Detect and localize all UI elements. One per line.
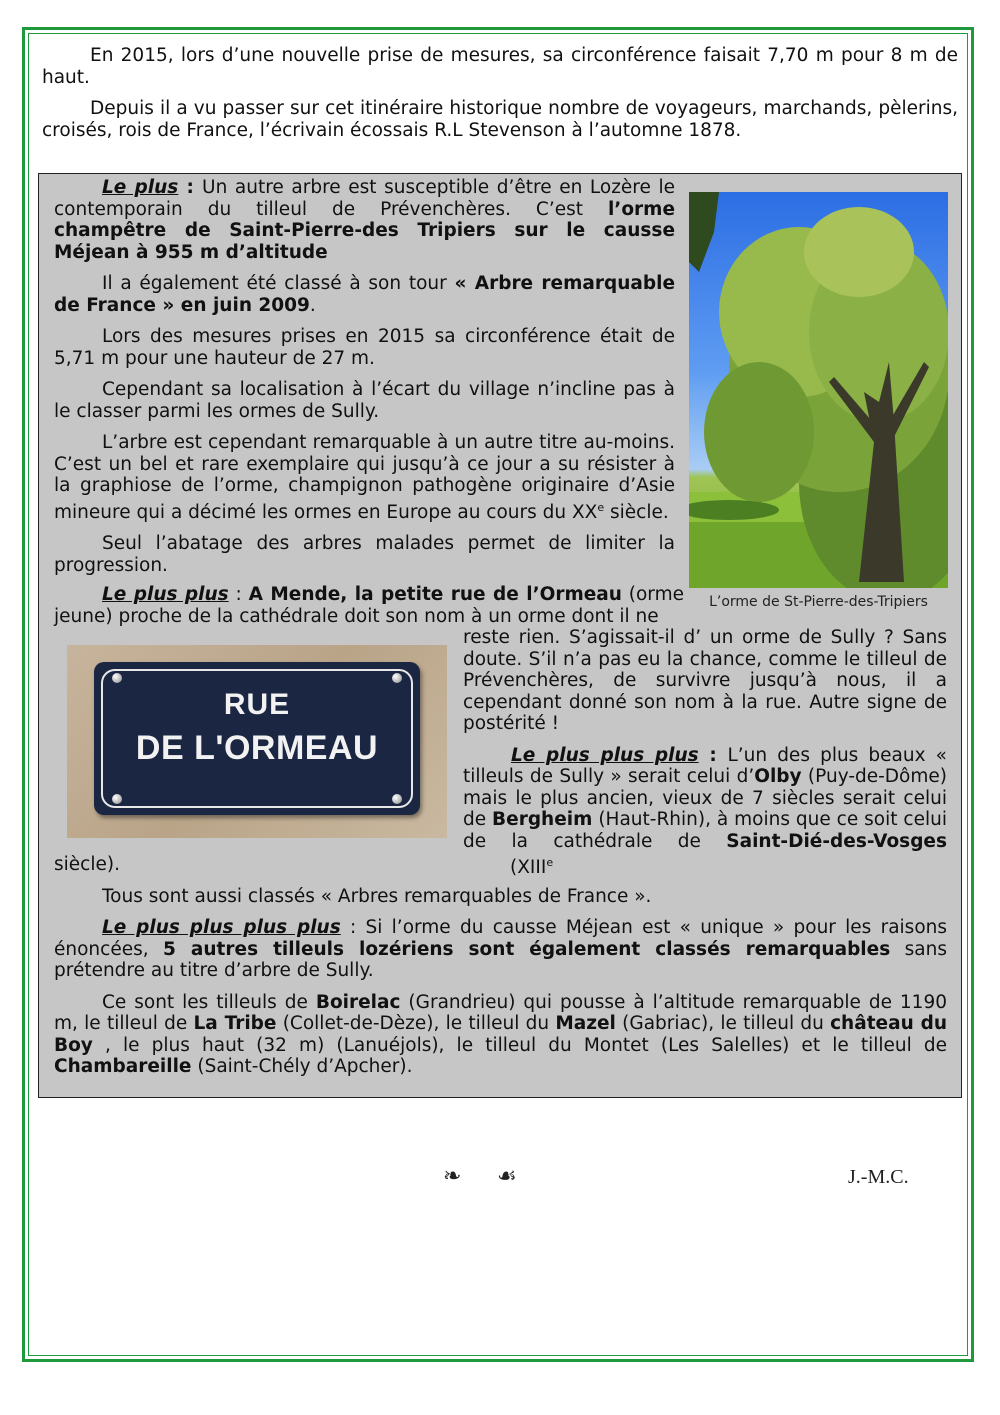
intro-paragraph-1: En 2015, lors d’une nouvelle prise de mesures, sa circonférence faisait 7,70 m pour 8 m de haut. [42,45,958,88]
right-column [463,627,947,879]
le-plus-4-paragraph [54,917,947,982]
sully-text-3: (Haut-Rhin), à moins que ce soit celui de la cathédrale de [463,809,947,852]
classement-end: . [309,294,316,316]
classement-bold: « Arbre remarquable de France » en juin 2009 [54,273,675,316]
sully-text-4: (XIII [463,857,547,879]
street-sign-photo [67,645,447,838]
graphiose-end: siècle. [604,501,669,523]
left-column [54,177,675,586]
boirelac-bold: Boirelac [315,991,401,1013]
screw-icon [392,673,402,683]
le-plus-4-bold: 5 autres tilleuls lozériens sont également classés remarquables [163,938,891,960]
elm-tree-photo [689,192,948,588]
screw-icon [112,673,122,683]
graphiose-paragraph [54,432,675,523]
ornament-left-icon: ❧ [443,1164,462,1189]
le-plus-plus-section [54,584,947,627]
chateau-du-boy-bold: château du Boy [54,1013,947,1056]
intro-section [42,45,958,151]
le-plus-4-text: Si l’orme du causse Méjean est « unique » pour les raisons énoncées, [54,917,947,960]
tilleuls-text-5: , le plus haut (32 m) (Lanuéjols), le tilleul du Montet (Les Salelles) et le tilleul de [92,1034,947,1056]
photo-caption: L’orme de St-Pierre-des-Tripiers [709,594,928,610]
ornament-right-icon: ☙ [497,1164,517,1189]
classement-paragraph [54,273,675,316]
sign-line-2: DE L'ORMEAU [135,729,379,767]
bergheim-bold: Bergheim [492,809,593,830]
mazel-bold: Mazel [555,1013,616,1034]
siecle-line: siècle). [54,854,120,875]
screw-icon [392,794,402,804]
graphiose-sup: e [597,500,605,514]
le-plus-bold: l’orme champêtre de Saint-Pierre-des Tripiers sur le causse Méjean à 955 m d’altitude [54,198,675,263]
le-plus-plus-label: Le plus plus [102,584,229,605]
le-plus-4-end: sans prétendre au titre d’arbre de Sully. [54,938,947,981]
mesures-paragraph: Lors des mesures prises en 2015 sa circonférence était de 5,71 m pour une hauteur de 27 m. [54,326,675,369]
le-plus-label: Le plus [102,177,179,198]
classes-paragraph: Tous sont aussi classés « Arbres remarquables de France ». [102,885,652,907]
sign-line-1: RUE [223,688,291,721]
tilleuls-text-2: (Grandrieu) qui pousse à l’altitude remarquable de 1190 m, le tilleul de [54,991,947,1034]
le-plus-plus-sep: : [228,584,249,605]
sully-text-1: L’un des plus beaux « tilleuls de Sully » serait celui d’ [463,744,948,787]
le-plus-plus-text: (orme jeune) proche de la cathédrale doit son nom à un orme dont il ne [54,584,684,627]
street-sign [94,662,420,815]
grey-info-box [38,173,962,1098]
le-plus-plus-plus-sep: : [698,744,728,766]
ormeau-continuation: reste rien. S’agissait-il d’ un orme de Sully ? Sans doute. S’il n’a pas eu la chance, comme le tilleul de Prévenchères, de survivre jusqu’à nous, il a cependant donné son nom à la rue. Autre signe de postérité ! [463,627,947,734]
chambareille-bold: Chambareille [54,1056,192,1077]
tilleuls-text-1: Ce sont les tilleuls de [102,991,316,1013]
tilleuls-text-3: (Collet-de-Dèze), le tilleul du [276,1013,556,1034]
le-plus-plus-plus-label: Le plus plus plus [511,744,699,766]
classement-text: Il a également été classé à son tour [102,273,455,294]
graphiose-text: L’arbre est cependant remarquable à un autre titre au-moins. C’est un bel et rare exemplaire qui jusqu’à ce jour a su résister à la graphiose de l’orme, champignon pathogène originaire d’Asie mineure qui a décimé les ormes en Europe au cours du XX [54,432,675,523]
sully-text-2: (Puy-de-Dôme) mais le plus ancien, vieux de 7 siècles serait celui de [463,766,947,830]
le-plus-plus-bold: A Mende, la petite rue de l’Ormeau [248,584,622,605]
elm-tree-illustration [689,192,948,588]
le-plus-4-sep: : [340,917,366,938]
author-signature: J.-M.C. [848,1166,909,1188]
la-tribe-bold: La Tribe [193,1013,277,1034]
tilleuls-text-6: (Saint-Chély d’Apcher). [191,1056,413,1077]
le-plus-plus-paragraph [54,584,684,627]
tilleuls-paragraph [54,992,947,1078]
le-plus-4-label: Le plus plus plus plus [102,917,341,938]
sully-sup: e [546,856,554,869]
intro-paragraph-2: Depuis il a vu passer sur cet itinéraire historique nombre de voyageurs, marchands, pèlerins, croisés, rois de France, l’écrivain écossais R.L Stevenson à l’automne 1878. [42,98,958,141]
le-plus-paragraph [54,177,675,263]
abatage-paragraph: Seul l’abatage des arbres malades permet de limiter la progression. [54,533,675,576]
le-plus-sep: : [178,177,203,198]
localisation-paragraph: Cependant sa localisation à l’écart du village n’incline pas à le classer parmi les ormes de Sully. [54,379,675,422]
lower-section [54,854,947,1088]
screw-icon [112,794,122,804]
olby-bold: Olby [754,766,802,787]
saint-die-bold: Saint-Dié-des-Vosges [726,830,947,852]
tilleuls-text-4: (Gabriac), le tilleul du [615,1013,831,1034]
le-plus-text: Un autre arbre est susceptible d’être en Lozère le contemporain du tilleul de Prévenchères. C’est [54,177,676,220]
